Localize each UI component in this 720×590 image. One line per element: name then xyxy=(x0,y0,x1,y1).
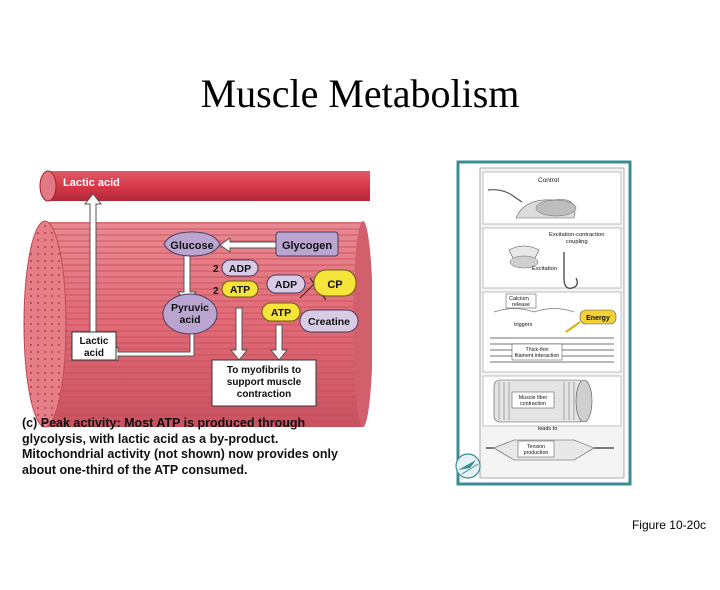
energy-label: Energy xyxy=(586,315,610,322)
myofibrils-box xyxy=(212,360,316,406)
triggers-label: triggers xyxy=(514,322,533,328)
pyruvic-label-line2: acid xyxy=(179,314,201,326)
adp-count: 2 xyxy=(213,264,219,275)
myofibrils-line2: support muscle xyxy=(226,377,302,388)
tension-line2: production xyxy=(523,450,549,456)
atp2-node xyxy=(262,303,300,321)
glucose-label: Glucose xyxy=(170,240,214,252)
tension-line1: Tension xyxy=(526,444,546,450)
adp2-label: ADP xyxy=(274,279,298,291)
adp-label: ADP xyxy=(228,263,252,275)
myofibrils-line3: contraction xyxy=(236,389,292,400)
myofibrils-line1: To myofibrils to xyxy=(226,365,302,376)
ec-coupling-line2: coupling xyxy=(566,239,588,245)
figure-label: Figure 10-20c xyxy=(631,518,706,532)
lactic-acid-box xyxy=(72,332,116,360)
fiber-line2: contraction xyxy=(520,401,546,407)
contraction-flow-diagram xyxy=(454,160,634,490)
atp-label: ATP xyxy=(229,284,251,296)
creatine-node xyxy=(300,310,358,332)
glycolysis-diagram xyxy=(0,160,372,590)
cp-node xyxy=(314,270,356,296)
creatine-label: Creatine xyxy=(307,316,351,328)
blood-vessel xyxy=(40,171,370,201)
thick-thin-line2: filament interaction xyxy=(514,353,560,359)
slide-title: Muscle Metabolism xyxy=(200,71,520,116)
lactic-box-line1: Lactic xyxy=(79,336,109,347)
caption-prefix: (c) Peak activity: xyxy=(22,416,121,430)
diagram-caption xyxy=(22,416,362,478)
calcium-panel xyxy=(483,292,621,372)
pyruvic-acid-node xyxy=(163,294,217,334)
fiber-contraction-panel xyxy=(483,376,621,426)
cp-label: CP xyxy=(327,279,343,291)
calcium-line1: Calcium xyxy=(509,296,529,302)
ec-coupling-line1: Excitation-contraction xyxy=(549,232,605,238)
control-label: Control xyxy=(538,177,559,184)
atp2-label: ATP xyxy=(270,307,292,319)
leads-to-label: leads to xyxy=(538,426,558,432)
lactic-box-line2: acid xyxy=(83,348,105,359)
glycogen-label: Glycogen xyxy=(281,240,333,252)
atp-node xyxy=(222,281,258,297)
atp-count: 2 xyxy=(213,286,219,297)
compass-icon xyxy=(456,454,480,478)
thick-thin-line1: Thick-thin xyxy=(525,347,549,353)
caption-text: Most ATP is produced through glycolysis, with lactic acid as a by-product. Mitochondrial activity (not shown) now provides only about one-third of the ATP consumed. xyxy=(22,416,338,477)
excitation-label: Excitation xyxy=(532,266,558,272)
pyruvic-label-line1: Pyruvic xyxy=(171,302,209,314)
calcium-line2: release xyxy=(512,302,531,308)
adp2-node xyxy=(267,275,305,293)
vessel-lactic-acid-label: Lactic acid xyxy=(63,177,120,189)
glucose-node xyxy=(164,232,220,256)
adp-node xyxy=(222,260,258,276)
control-panel xyxy=(483,172,621,224)
ec-coupling-panel xyxy=(483,228,621,288)
fiber-line1: Muscle fiber xyxy=(518,395,548,401)
glycogen-node xyxy=(276,232,338,256)
